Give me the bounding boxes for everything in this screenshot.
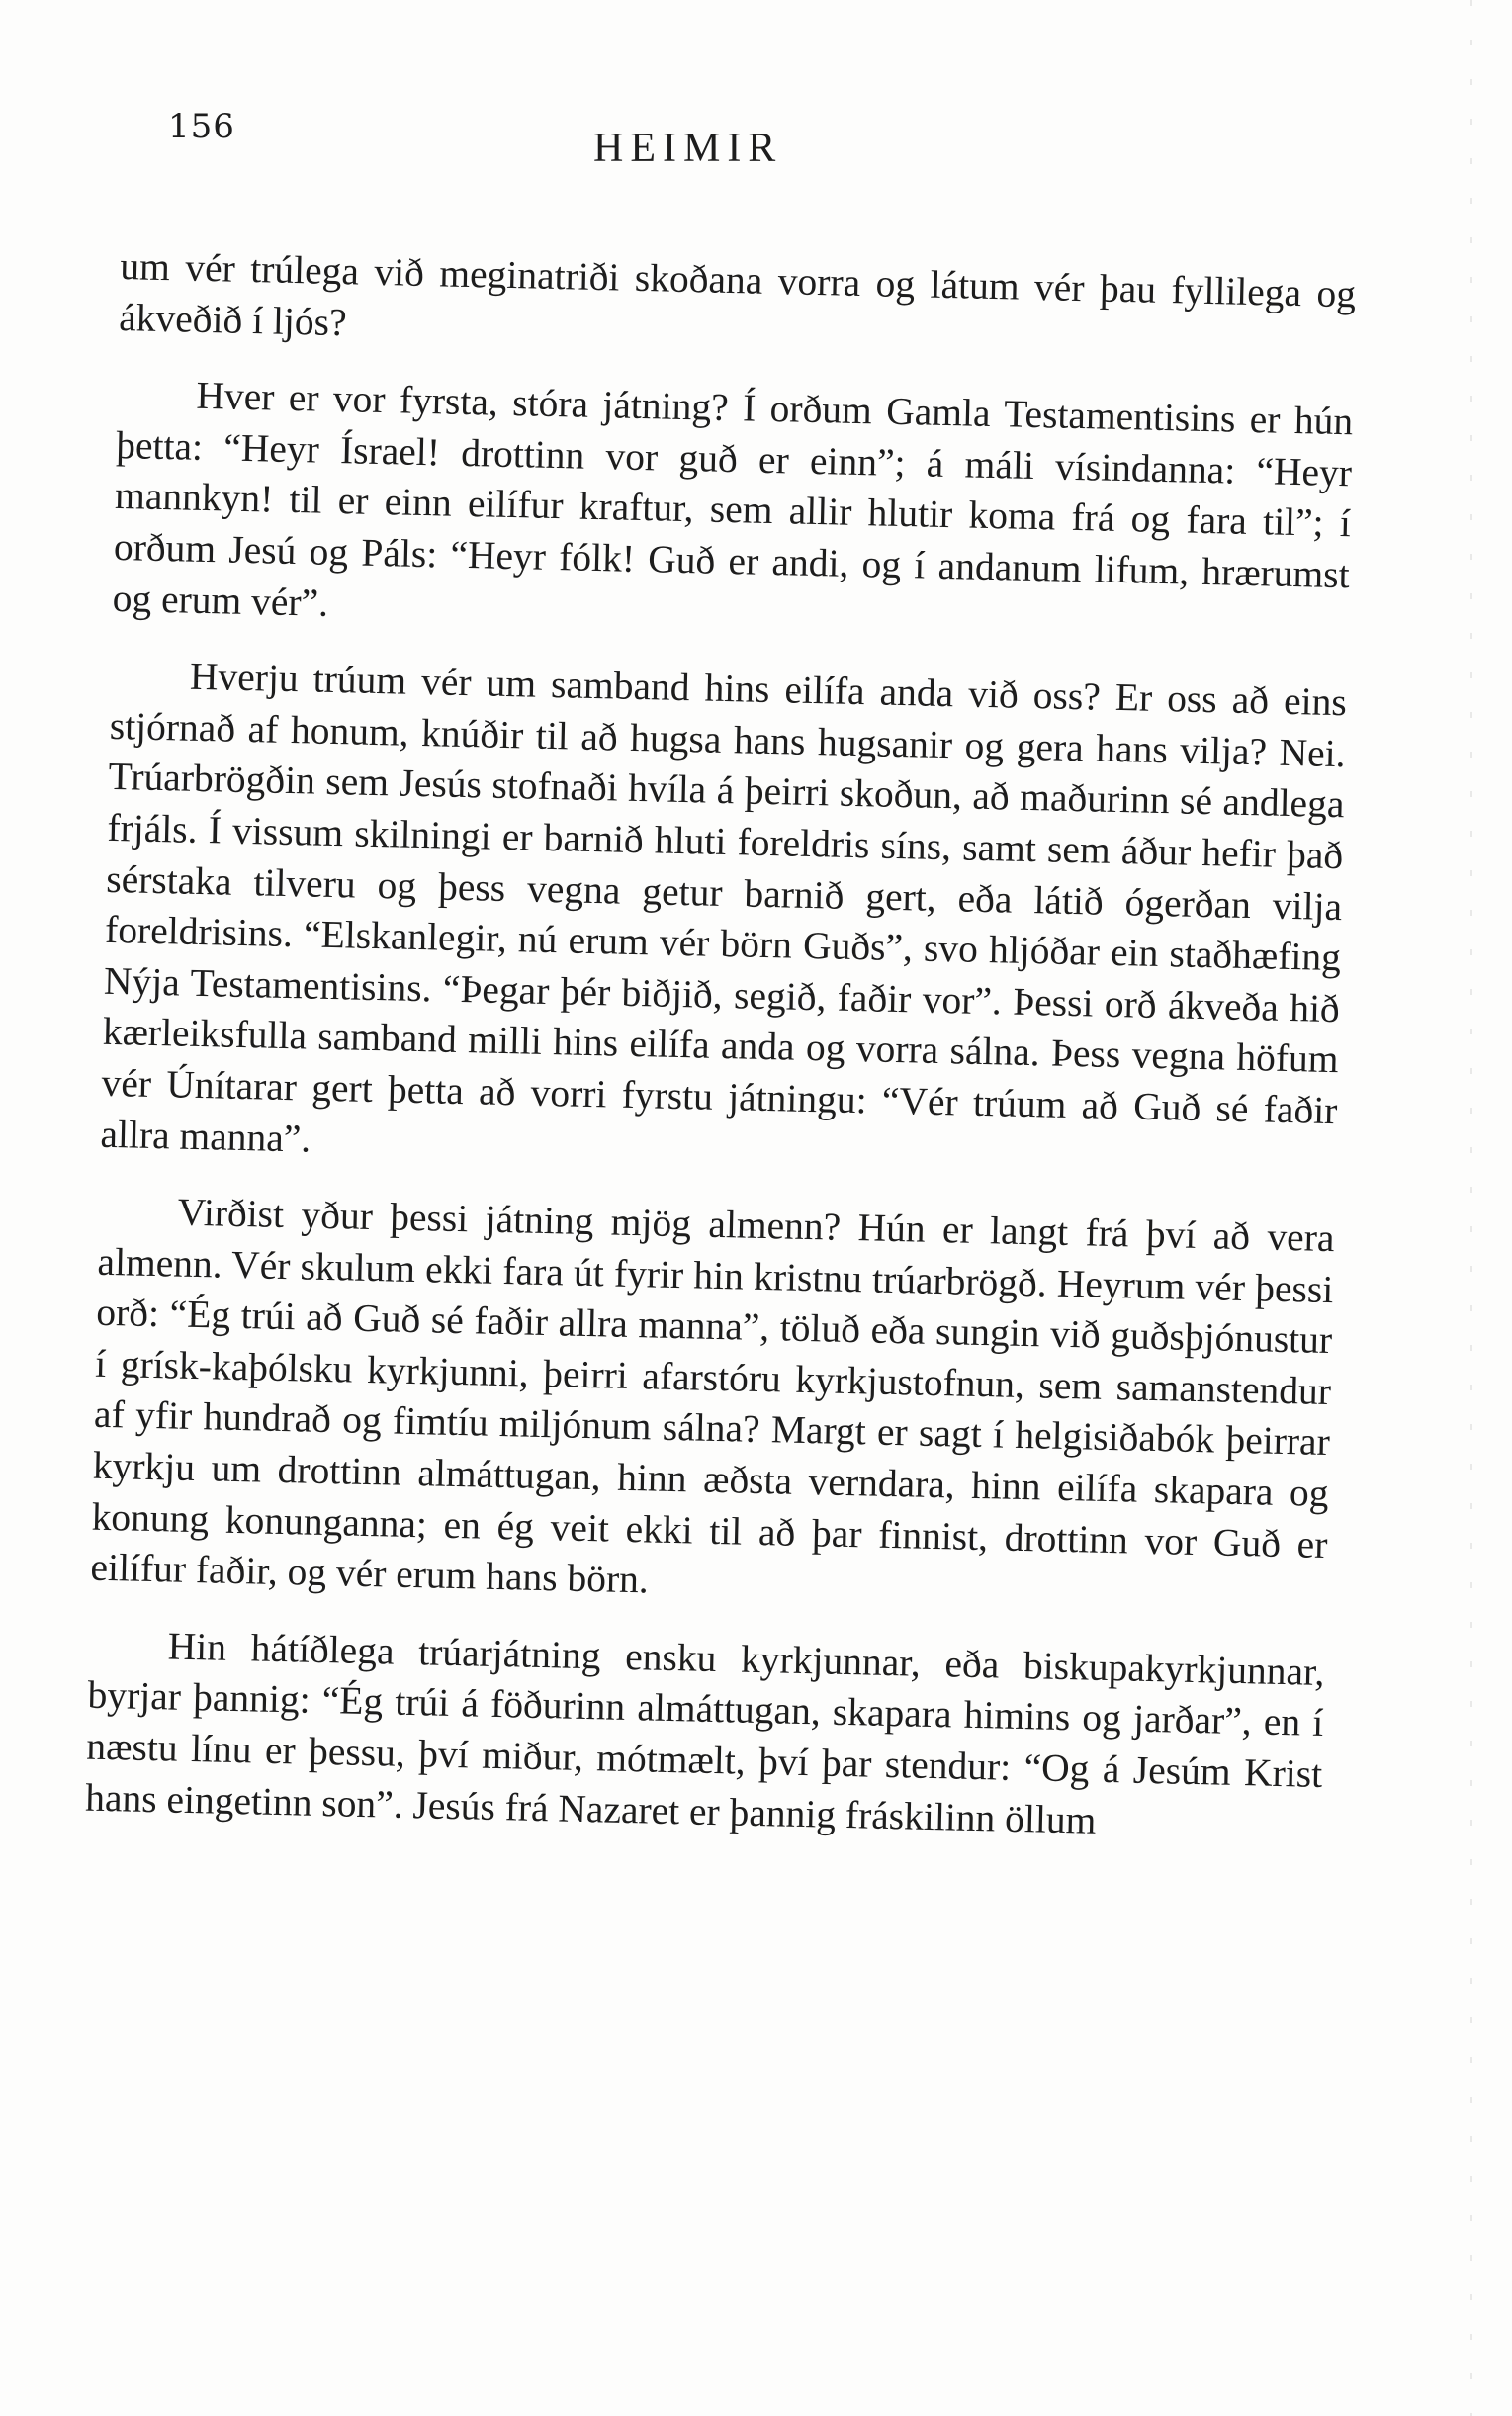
paragraph-2: Hver er vor fyrsta, stóra játning? Í orðum Gamla Testamentisins er hún þetta: “Heyr Ísrael! drottinn vor guð er einn”; á máli vísindanna: “Heyr mannkyn! til er einn eilífur kraftur, sem allir hlutir koma frá og fara til”; í orðum Jesú og Páls: “Heyr fólk! Guð er andi, og í andanum lifum, hrærumst og erum vér”. (112, 373, 1354, 625)
page-edge-mark (1470, 0, 1472, 2416)
running-title: HEIMIR (593, 126, 783, 171)
paragraph-1: um vér trúlega við meginatriði skoðana vorra og látum vér þau fyllilega og ákveðið í ljós? (118, 243, 1357, 344)
page-number: 156 (168, 107, 235, 146)
paragraph-3: Hverju trúum vér um samband hins eilífa anda við oss? Er oss að eins stjórnað af honum, knúðir til að hugsa hans hugsanir og gera hans vilja? Nei. Trúarbrögðin sem Jesús stofnaði hvíla á þeirri skoðun, að maðurinn sé andlega frjáls. Í vissum skilningi er barnið hluti foreldris síns, samt sem áður hefir það sérstaka tilveru og þess vegna getur barnið gert, eða látið ógerðan vilja foreldrisins. “Elskanlegir, nú erum vér börn Guðs”, svo hljóðar ein staðhæfing Nýja Testamentisins. “Þegar þér biðjið, segið, faðir vor”. Þessi orð ákveða hið kærleiksfulla samband milli hins eilífa anda og vorra sálna. Þess vegna höfum vér Únítarar gert þetta að vorri fyrstu játningu: “Vér trúum að Guð sé faðir allra manna”. (100, 654, 1348, 1161)
paragraph-5: Hin hátíðlega trúarjátning ensku kyrkjunnar, eða biskupakyrkjunnar, byrjar þannig: “Ég trúi á föðurinn almáttugan, skapara himins og jarðar”, en í næstu línu er þessu, því miður, mótmælt, því þar stendur: “Og á Jesúm Krist hans eingetinn son”. Jesús frá Nazaret er þannig fráskilinn öllum (84, 1624, 1325, 1842)
paragraph-4: Virðist yður þessi játning mjög almenn? Hún er langt frá því að vera almenn. Vér skulum ekki fara út fyrir hin kristnu trúarbrögð. Heyrum vér þessi orð: “Ég trúi að Guð sé faðir allra manna”, töluð eða sungin við guðsþjónustur í grísk-kaþólsku kyrkjunni, þeirri afarstóru kyrkjustofnun, sem samanstendur af yfir hundrað og fimtíu miljónum sálna? Margt er sagt í helgisiðabók þeirrar kyrkju um drottinn almáttugan, hinn æðsta verndara, hinn eilífa skapara og konung konunganna; en ég veit ekki til að þar finnist, drottinn vor Guð er eilífur faðir, og vér erum hans börn. (90, 1190, 1335, 1602)
body-text (84, 241, 1357, 1877)
